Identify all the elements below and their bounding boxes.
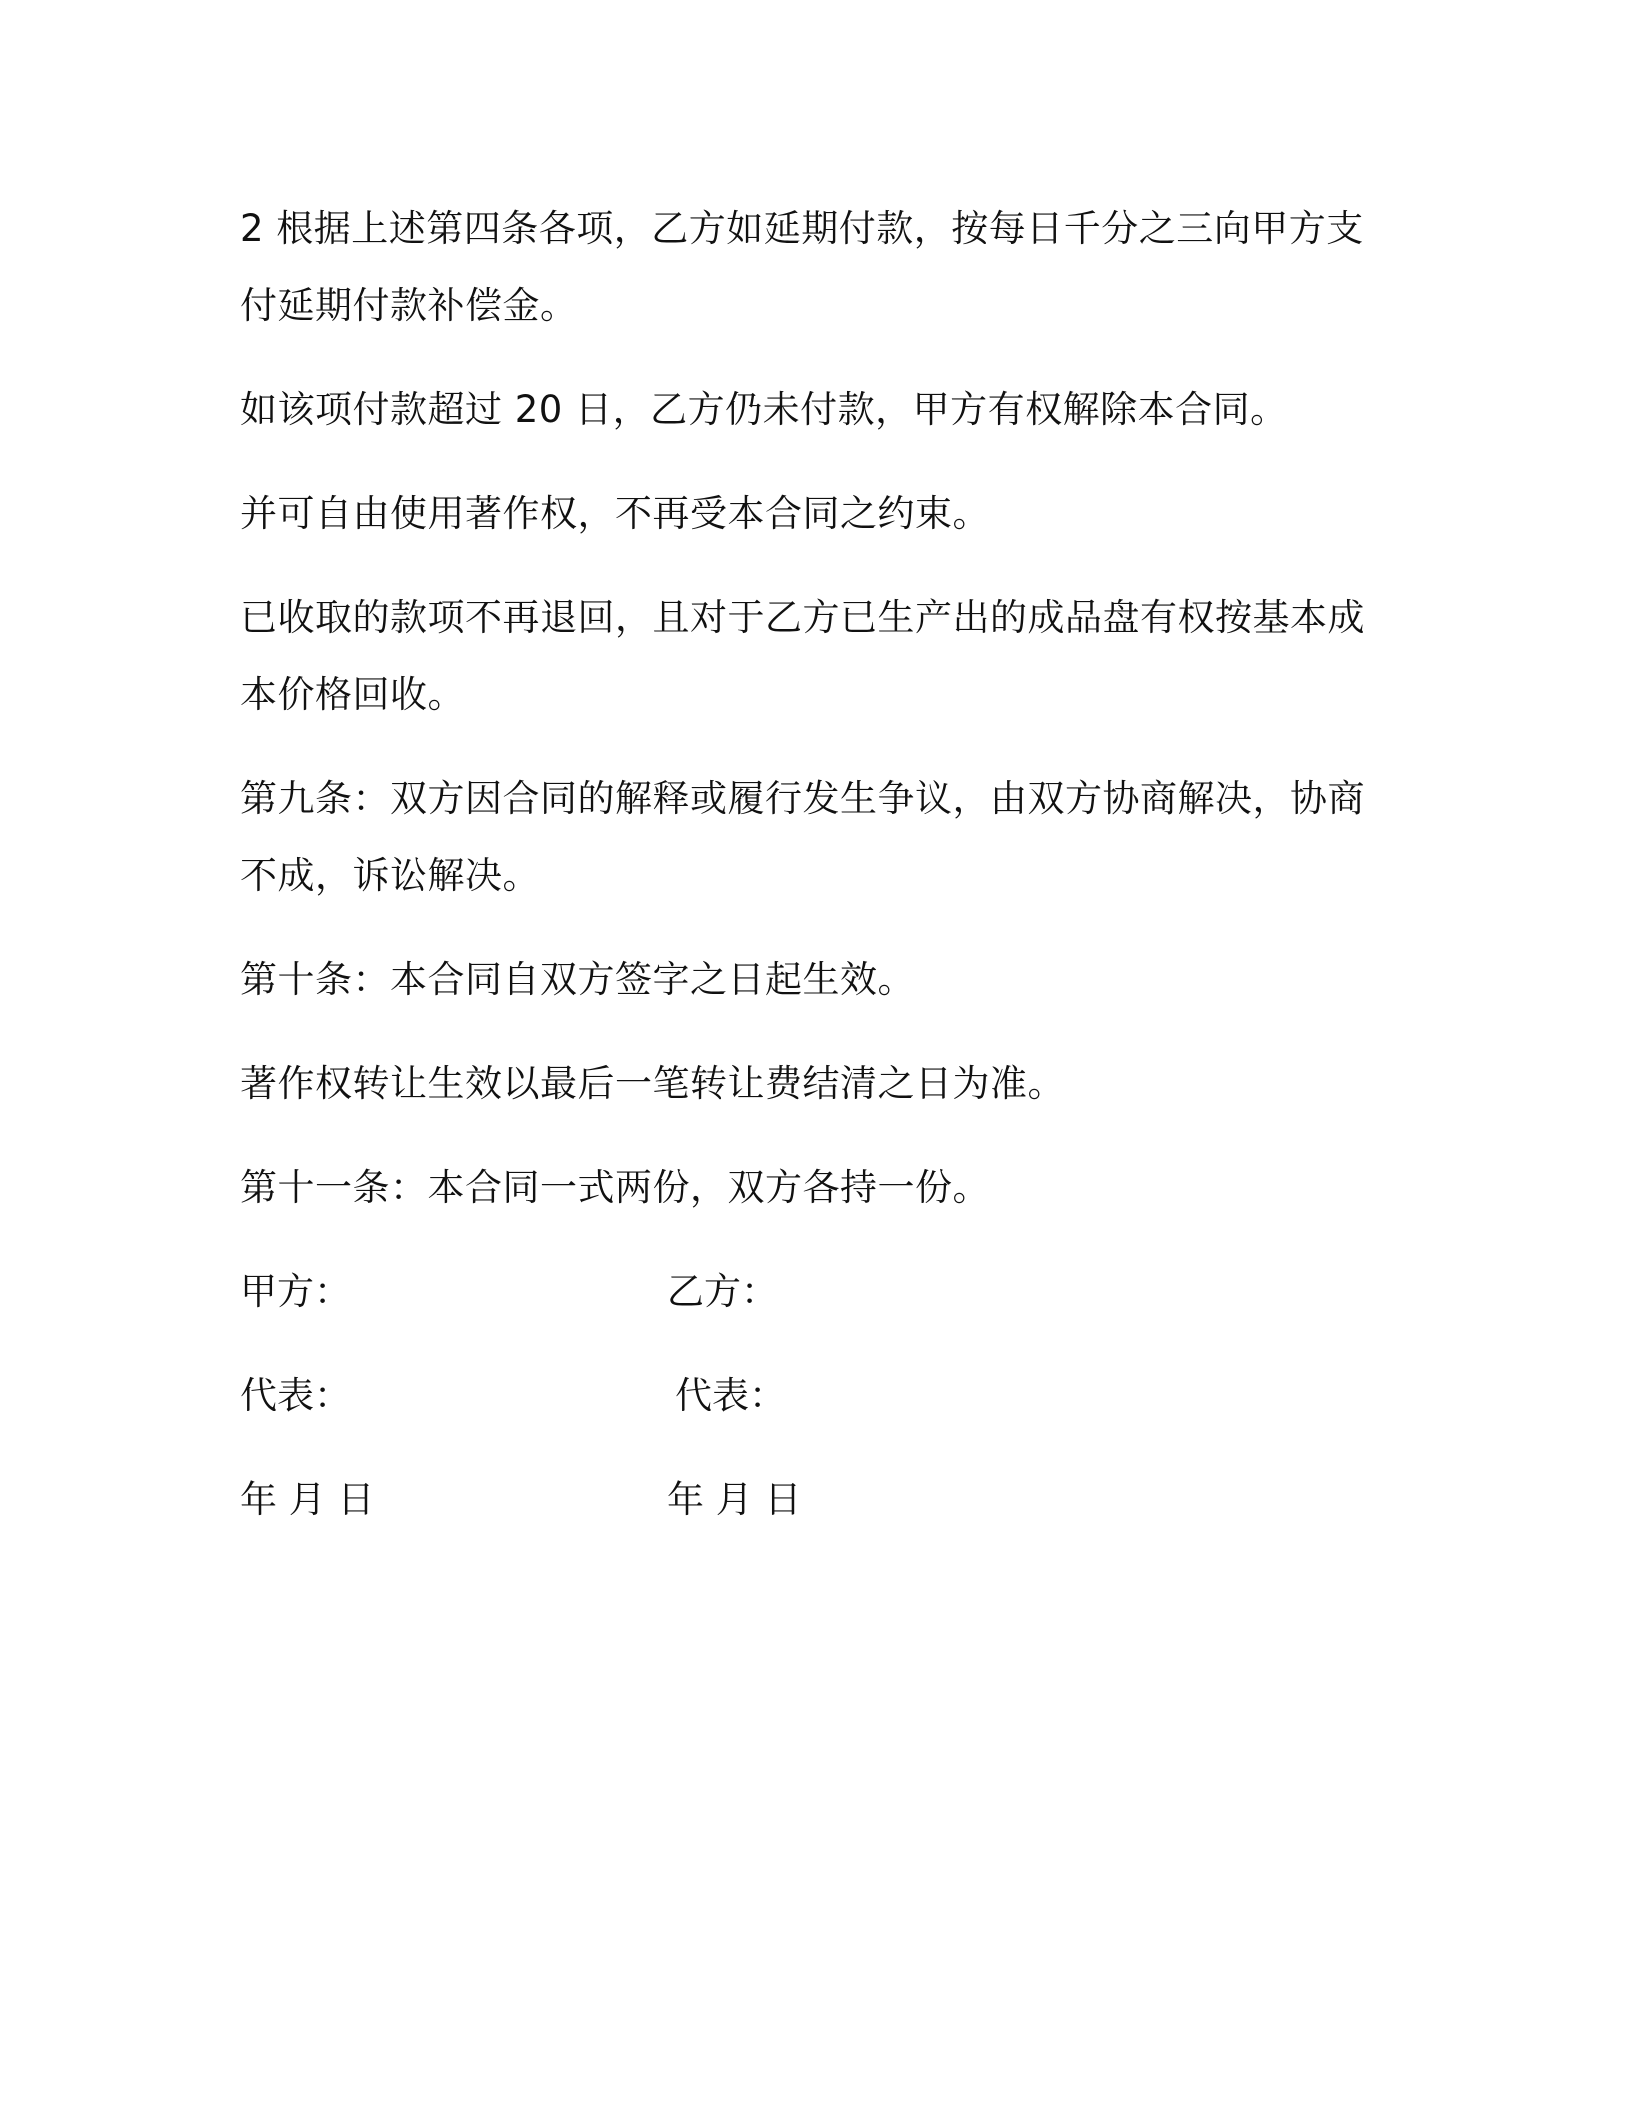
paragraph-late-payment: 2 根据上述第四条各项，乙方如延期付款，按每日千分之三向甲方支付延期付款补偿金。 bbox=[240, 207, 1364, 327]
signature-party-row bbox=[240, 1253, 1400, 1330]
paragraph-transfer-effective: 著作权转让生效以最后一笔转让费结清之日为准。 bbox=[240, 1062, 1065, 1105]
date-b-label: 年 月 日 bbox=[667, 1478, 802, 1521]
representative-b-label: 代表： bbox=[675, 1374, 786, 1417]
signature-date-row bbox=[240, 1461, 1400, 1538]
paragraph-article-11: 第十一条：本合同一式两份，双方各持一份。 bbox=[240, 1166, 990, 1209]
paragraph-article-10: 第十条：本合同自双方签字之日起生效。 bbox=[240, 958, 915, 1001]
paragraph-article-9: 第九条：双方因合同的解释或履行发生争议，由双方协商解决，协商不成，诉讼解决。 bbox=[240, 777, 1365, 897]
paragraph-termination: 如该项付款超过 20 日，乙方仍未付款，甲方有权解除本合同。 bbox=[240, 388, 1288, 431]
representative-a-label: 代表： bbox=[240, 1374, 351, 1417]
party-b-label: 乙方： bbox=[667, 1270, 778, 1313]
document-body bbox=[240, 190, 1400, 1565]
date-a-label: 年 月 日 bbox=[240, 1478, 375, 1521]
party-a-label: 甲方： bbox=[240, 1270, 351, 1313]
paragraph-copyright-free-use: 并可自由使用著作权，不再受本合同之约束。 bbox=[240, 492, 990, 535]
signature-representative-row bbox=[240, 1357, 1400, 1434]
paragraph-no-refund: 已收取的款项不再退回，且对于乙方已生产出的成品盘有权按基本成本价格回收。 bbox=[240, 596, 1365, 716]
